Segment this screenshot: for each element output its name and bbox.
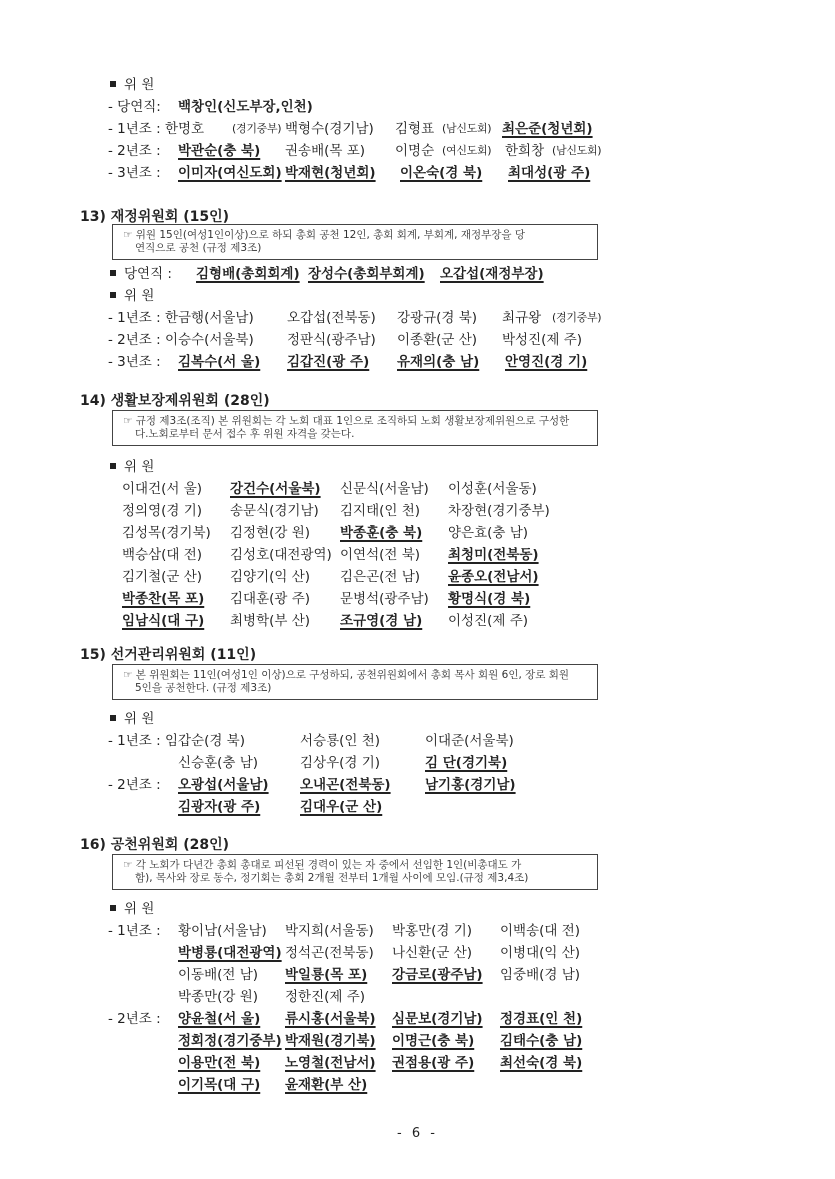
section-14-title: 14) 생활보장제위원회 (28인) xyxy=(80,393,270,409)
section-15-note: ☞ 본 위원회는 11인(여성1인 이상)으로 구성하되, 공천위원회에서 총회 목사 회원 6인, 장로 회원 5인을 공천한다. (규정 제3조) xyxy=(112,664,598,700)
section-15-title: 15) 선거관리위원회 (11인) xyxy=(80,647,257,663)
section-16-note: ☞ 각 노회가 다년간 총회 총대로 피선된 경력이 있는 자 중에서 선임한 1인(비총대도 가 함), 목사와 장로 동수, 정기회는 총회 2개월 전부터 1개월 사이에 모임.(규정 제3,4조) xyxy=(112,854,598,890)
page-number: - 6 - xyxy=(397,1126,438,1141)
square-bullet-icon xyxy=(110,270,116,276)
section-14-note: ☞ 규정 제3조(조직) 본 위원회는 각 노회 대표 1인으로 조직하되 노회 생활보장제위원으로 구성한 다.노회로부터 문서 접수 후 위원 자격을 갖는다. xyxy=(112,410,598,446)
square-bullet-icon xyxy=(110,292,116,298)
section-16-title: 16) 공천위원회 (28인) xyxy=(80,837,230,853)
square-bullet-icon xyxy=(110,463,116,469)
square-bullet-icon xyxy=(110,905,116,911)
section-13-note: ☞ 위원 15인(여성1인이상)으로 하되 총회 공천 12인, 총회 회계, 부회계, 재정부장을 당 연직으로 공천 (규정 제3조) xyxy=(112,224,598,260)
square-bullet-icon xyxy=(110,81,116,87)
section-13-title: 13) 재정위원회 (15인) xyxy=(80,209,230,225)
square-bullet-icon xyxy=(110,715,116,721)
